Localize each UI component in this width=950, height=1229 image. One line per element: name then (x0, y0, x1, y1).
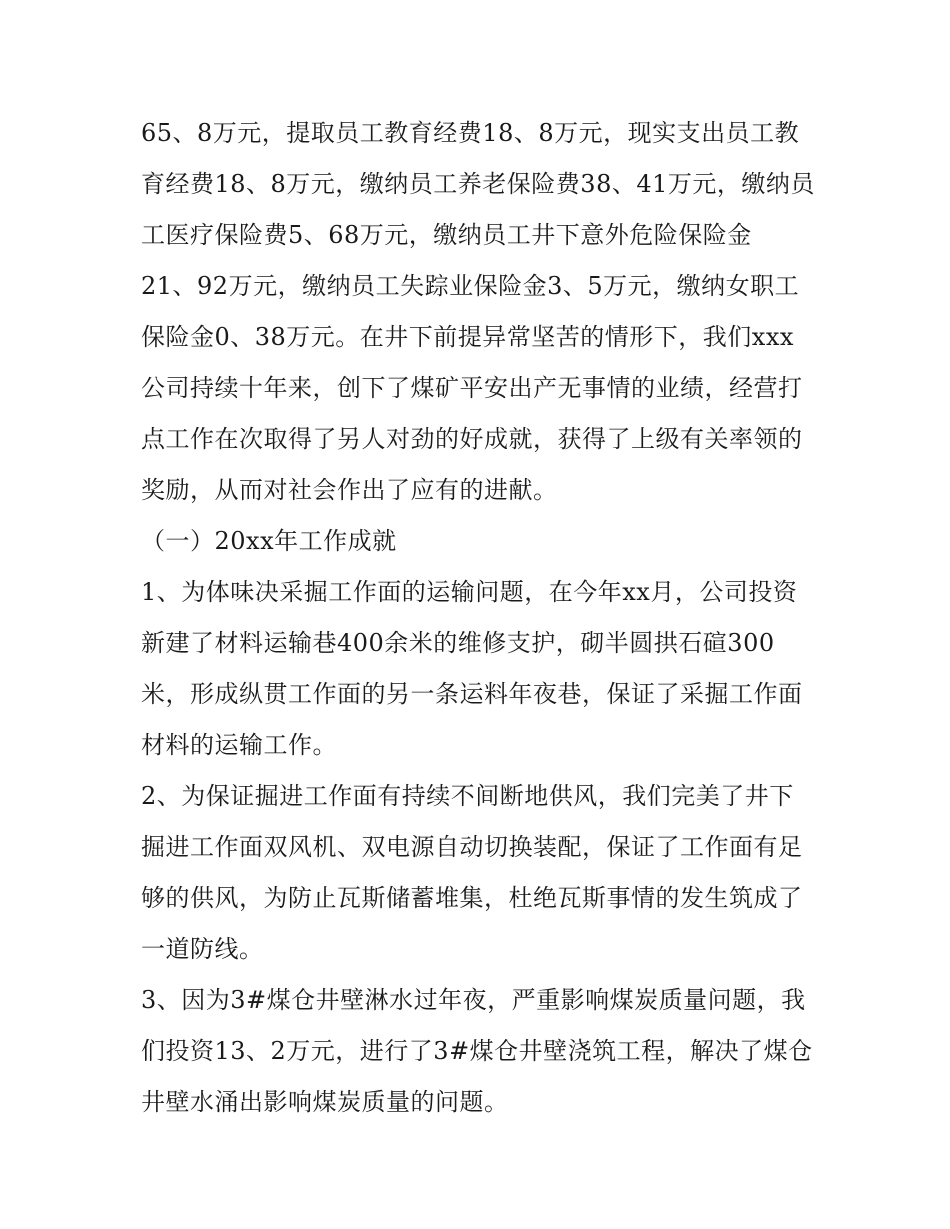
text-line: 3、因为3#煤仓井壁淋水过年夜，严重影响煤炭质量问题，我 (141, 986, 806, 1014)
text-line: 工医疗保险费5、68万元，缴纳员工井下意外危险保险金 (141, 221, 752, 249)
text-line: 2、为保证掘进工作面有持续不间断地供风，我们完美了井下 (141, 782, 794, 810)
section-heading: （一）20xx年工作成就 (141, 527, 397, 555)
text-line: 够的供风，为防止瓦斯储蓄堆集，杜绝瓦斯事情的发生筑成了 (141, 884, 803, 912)
text-line: 65、8万元，提取员工教育经费18、8万元，现实支出员工教 (141, 119, 800, 147)
text-line: 保险金0、38万元。在井下前提异常坚苦的情形下，我们xxx (141, 323, 794, 351)
document-body (141, 108, 821, 1128)
text-line: 米，形成纵贯工作面的另一条运料年夜巷，保证了采掘工作面 (141, 680, 803, 708)
text-line: 掘进工作面双风机、双电源自动切换装配，保证了工作面有足 (141, 833, 803, 861)
text-line: 们投资13、2万元，进行了3#煤仓井壁浇筑工程，解决了煤仓 (141, 1037, 813, 1065)
text-line: 点工作在次取得了另人对劲的好成就，获得了上级有关率领的 (141, 425, 803, 453)
text-line: 井壁水涌出影响煤炭质量的问题。 (141, 1088, 509, 1116)
text-line: 材料的运输工作。 (141, 731, 337, 759)
text-line: 育经费18、8万元，缴纳员工养老保险费38、41万元，缴纳员 (141, 170, 815, 198)
text-line: 公司持续十年来，创下了煤矿平安出产无事情的业绩，经营打 (141, 374, 803, 402)
text-line: 一道防线。 (141, 935, 264, 963)
text-line: 1、为体味决采掘工作面的运输问题，在今年xx月，公司投资 (141, 578, 798, 606)
text-line: 新建了材料运输巷400余米的维修支护，砌半圆拱石碹300 (141, 629, 775, 657)
text-line: 21、92万元，缴纳员工失踪业保险金3、5万元，缴纳女职工 (141, 272, 800, 300)
text-line: 奖励，从而对社会作出了应有的进献。 (141, 476, 558, 504)
